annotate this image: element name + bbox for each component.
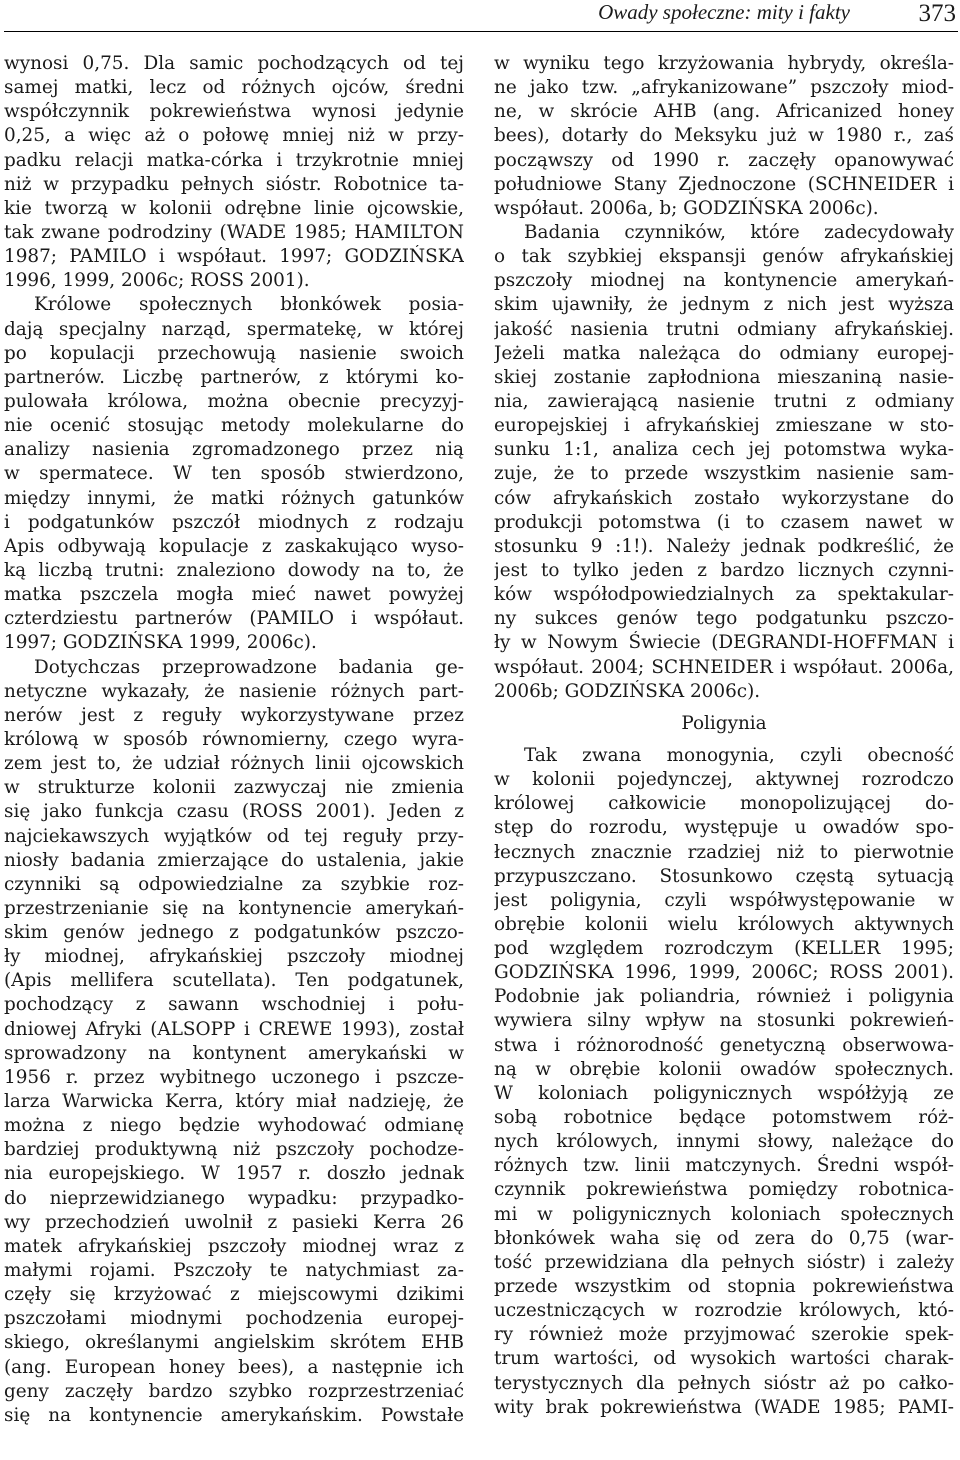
text-line: królową w sposób równomierny, czego wyra-	[4, 728, 464, 750]
page-header	[0, 0, 960, 40]
text-line: nerów jest z reguły wykorzystywane przez	[4, 704, 464, 726]
text-line: można z niego będzie wyhodować odmianę	[4, 1115, 464, 1137]
text-line: niosły badania zmierzające do ustalenia, jakie	[4, 849, 464, 871]
text-line: począwszy od 1990 r. zaczęły opanowywać	[494, 149, 954, 171]
text-line: dniowej Afryki (ALSOPP i CREWE 1993), został	[4, 1018, 464, 1040]
text-line: łecznych znacznie rzadziej niż to pierwotnie	[494, 841, 954, 863]
text-line: trum wartości, od wysokich wartości charak-	[494, 1348, 954, 1370]
text-line: zem jest to, że udział różnych linii ojcowskich	[4, 753, 464, 775]
text-line: kie tworzą w kolonii odrębne linie ojcowskie,	[4, 197, 464, 219]
text-line: wynosi 0,75. Dla samic pochodzących od tej	[4, 53, 464, 74]
text-line: się jako funkcja czasu (ROSS 2001). Jeden z	[4, 801, 464, 823]
text-line: samej matki, lecz od różnych ojców, średni	[4, 77, 464, 99]
text-line: po kopulacji przechowują nasienie swoich	[4, 342, 464, 364]
text-line: między innymi, że matki różnych gatunków	[4, 487, 464, 509]
text-line: w strukturze kolonii zazwyczaj nie zmienia	[4, 777, 464, 799]
text-line: Dotychczas przeprowadzone badania ge-	[34, 656, 464, 678]
text-line: skim genów jednego z podgatunków pszczo-	[4, 922, 464, 944]
text-line: skiej zostanie zapłodniona mieszaniną nasie-	[494, 366, 954, 388]
text-line: ką liczbą trutni: znaleziono dowody na to, że	[4, 559, 464, 581]
text-line: wywiera silny wpływ na stosunki pokrewień-	[494, 1010, 954, 1032]
text-line: matka pszczela mogła mieć nawet powyżej	[4, 584, 464, 606]
text-line: czynnik pokrewieństwa pomiędzy robotnica-	[494, 1179, 954, 1201]
text-line: stęp do rozrodu, występuje u owadów spo-	[494, 817, 954, 839]
text-line: pod względem rozrodczym (KELLER 1995;	[494, 938, 954, 960]
running-title: Owady społeczne: mity i fakty	[598, 0, 850, 24]
text-line: królowej całkowicie monopolizującej do-	[494, 793, 954, 815]
text-line: błonkówek waha się od zera do 0,75 (war-	[494, 1227, 954, 1249]
text-line: ców afrykańskich zostało wykorzystane do	[494, 487, 954, 509]
text-line: produkcji potomstwa (i to czasem nawet w	[494, 511, 954, 533]
text-line: jakość nasienia trutni odmiany afrykańskiej.	[494, 318, 954, 340]
text-line: jest to tylko jeden z bardzo licznych czynni-	[494, 559, 954, 581]
text-line: W koloniach poligynicznych współżyją ze	[494, 1082, 954, 1104]
text-line: tak zwane podrodziny (WADE 1985; HAMILTON	[4, 221, 464, 243]
right-column	[494, 52, 954, 1420]
text-line: się na kontynencie amerykańskim. Powstałe	[4, 1404, 464, 1426]
text-line: 1956 r. przez wybitnego uczonego i pszcze-	[4, 1066, 464, 1088]
text-line: nych królowych, innymi słowy, należące do	[494, 1131, 954, 1153]
text-line: współaut. 2004; SCHNEIDER i współaut. 2006a,	[494, 656, 954, 678]
text-line: o tak szybkiej ekspansji genów afrykańskiej	[494, 246, 954, 268]
page-number: 373	[918, 0, 956, 27]
text-line: GODZIŃSKA 1996, 1999, 2006C; ROSS 2001).	[494, 962, 954, 984]
text-line: 1987; PAMILO i współaut. 1997; GODZIŃSKA	[4, 246, 464, 268]
text-line: Królowe społecznych błonkówek posia-	[34, 294, 464, 316]
text-line: 1996, 1999, 2006c; ROSS 2001).	[4, 270, 310, 292]
text-line: mi w poligynicznych koloniach społecznych	[494, 1203, 954, 1225]
text-line: Apis odbywają kopulacje z zaskakująco wyso-	[4, 535, 464, 557]
text-line: współaut. 2006a, b; GODZIŃSKA 2006c).	[494, 197, 879, 219]
text-line: Jeżeli matka należąca do odmiany europej-	[494, 342, 954, 364]
text-line: dają specjalny narząd, spermatekę, w której	[4, 318, 464, 340]
text-line: 2006b; GODZIŃSKA 2006c).	[494, 680, 761, 702]
text-line: stwa i różnorodność genetyczną obserwowa-	[494, 1034, 954, 1056]
text-line: matek afrykańskiej pszczoły miodnej wraz z	[4, 1235, 464, 1257]
text-line: pulowała królowa, można obecnie precyzyj-	[4, 390, 464, 412]
text-line: przestrzenianie się na kontynencie amerykań-	[4, 897, 464, 919]
text-line: sunku 1:1, analiza cech jej potomstwa wyka-	[494, 439, 954, 461]
text-line: 0,25, a więc aż o połowę mniej niż w przy-	[4, 125, 464, 147]
text-line: ne, w skrócie AHB (ang. Africanized honey	[494, 101, 954, 123]
text-line: zuje, że to przede wszystkim nasienie sam-	[494, 463, 954, 485]
text-line: larza Warwicka Kerra, który miał nadzieję, że	[4, 1091, 464, 1113]
text-line: i podgatunków pszczół miodnych z rodzaju	[4, 511, 464, 533]
text-line: wy przechodzień uwolnił z pasieki Kerra 26	[4, 1211, 464, 1233]
text-line: analizy nasienia zgromadzonego przez nią	[4, 439, 464, 461]
text-line: pszczołami miodnymi pochodzenia europej-	[4, 1308, 464, 1330]
text-line: niż w przypadku pełnych sióstr. Robotnice ta-	[4, 173, 464, 195]
text-line: w kolonii pojedynczej, aktywnej rozrodczo	[494, 769, 954, 791]
section-heading: Poligynia	[681, 712, 767, 734]
text-line: w wyniku tego krzyżowania hybrydy, określa-	[494, 53, 954, 74]
text-line: ły w Nowym Świecie (DEGRANDI-HOFFMAN i	[494, 632, 954, 654]
text-line: tość przewidziana dla pełnych sióstr) i zależy	[494, 1251, 954, 1273]
text-line: geny zaczęły bardzo szybko rozprzestrzeniać	[4, 1380, 464, 1402]
text-line: skiego, określanymi angielskim skrótem EHB	[4, 1332, 464, 1354]
text-line: sobą robotnice będące potomstwem róż-	[494, 1107, 954, 1129]
text-line: obrębie kolonii wielu królowych aktywnych	[494, 913, 954, 935]
text-line: przypuszczano. Stosunkowo częstą sytuacją	[494, 865, 954, 887]
text-line: do nieprzewidzianego wypadku: przypadko-	[4, 1187, 464, 1209]
text-line: ków współodpowiedzialnych za spektakular-	[494, 584, 954, 606]
text-line: ry również może przyjmować szerokie spek-	[494, 1324, 954, 1346]
text-line: najciekawszych wyjątków od tej reguły przy-	[4, 825, 464, 847]
text-line: wity brak pokrewieństwa (WADE 1985; PAMI-	[494, 1396, 954, 1418]
text-line: współczynnik pokrewieństwa wynosi jedynie	[4, 101, 464, 123]
text-line: różnych tzw. linii matczynych. Średni współ-	[494, 1155, 954, 1177]
text-line: jest poligynia, czyli współwystępowanie w	[494, 889, 954, 911]
text-line: padku relacji matka-córka i trzykrotnie mniej	[4, 149, 464, 171]
text-line: nie ocenić stosując metody molekularne do	[4, 415, 464, 437]
text-line: stosunku 9 :1!). Należy jednak podkreślić, że	[494, 535, 954, 557]
text-line: bardziej produktywną niż pszczoły pochodze-	[4, 1139, 464, 1161]
text-line: europejskiej i afrykańskiej zmieszane w sto-	[494, 415, 954, 437]
text-line: partnerów. Liczbę partnerów, z którymi ko-	[4, 366, 464, 388]
text-line: (Apis mellifera scutellata). Ten podgatunek,	[4, 970, 464, 992]
text-line: w spermatece. W ten sposób stwierdzono,	[4, 463, 464, 485]
text-line: bees), dotarły do Meksyku już w 1980 r., zaś	[494, 125, 954, 147]
header-rule	[4, 31, 958, 32]
text-line: ną w obrębie kolonii owadów społecznych.	[494, 1058, 954, 1080]
text-line: nia europejskiego. W 1957 r. doszło jednak	[4, 1163, 464, 1185]
text-line: przede wszystkim od stopnia pokrewieństwa	[494, 1276, 954, 1298]
text-line: Podobnie jak poliandria, również i poligynia	[494, 986, 954, 1008]
text-line: ne jako tzw. „afrykanizowane” pszczoły miod-	[494, 77, 954, 99]
text-line: ły miodnej, afrykańskiej pszczoły miodnej	[4, 946, 464, 968]
text-line: Tak zwana monogynia, czyli obecność	[524, 744, 954, 766]
text-line: czynniki są odpowiedzialne za szybkie roz-	[4, 873, 464, 895]
text-line: uczestniczących w rozrodzie królowych, któ-	[494, 1300, 954, 1322]
text-line: częły się krzyżować z miejscowymi dzikimi	[4, 1284, 464, 1306]
text-line: pszczoły miodnej na kontynencie amerykań-	[494, 270, 954, 292]
text-line: nia, zawierającą nasienie trutni z odmiany	[494, 390, 954, 412]
text-line: małymi rojami. Pszczoły te natychmiast za-	[4, 1260, 464, 1282]
text-line: 1997; GODZIŃSKA 1999, 2006c).	[4, 632, 317, 654]
left-column	[4, 52, 464, 1428]
text-line: Badania czynników, które zadecydowały	[524, 221, 954, 243]
text-line: (ang. European honey bees), a następnie ich	[4, 1356, 464, 1378]
text-line: terystycznych dla pełnych sióstr aż po całko-	[494, 1372, 954, 1394]
text-line: ny sukces genów tego podgatunku pszczo-	[494, 608, 954, 630]
text-line: czterdziestu partnerów (PAMILO i współaut.	[4, 608, 464, 630]
text-line: netyczne wykazały, że nasienie różnych part-	[4, 680, 464, 702]
text-line: południowe Stany Zjednoczone (SCHNEIDER i	[494, 173, 954, 195]
text-line: pochodzący z sawann wschodniej i połu-	[4, 994, 464, 1016]
text-line: skim ujawniły, że jednym z nich jest wyższa	[494, 294, 954, 316]
text-line: sprowadzony na kontynent amerykański w	[4, 1042, 464, 1064]
